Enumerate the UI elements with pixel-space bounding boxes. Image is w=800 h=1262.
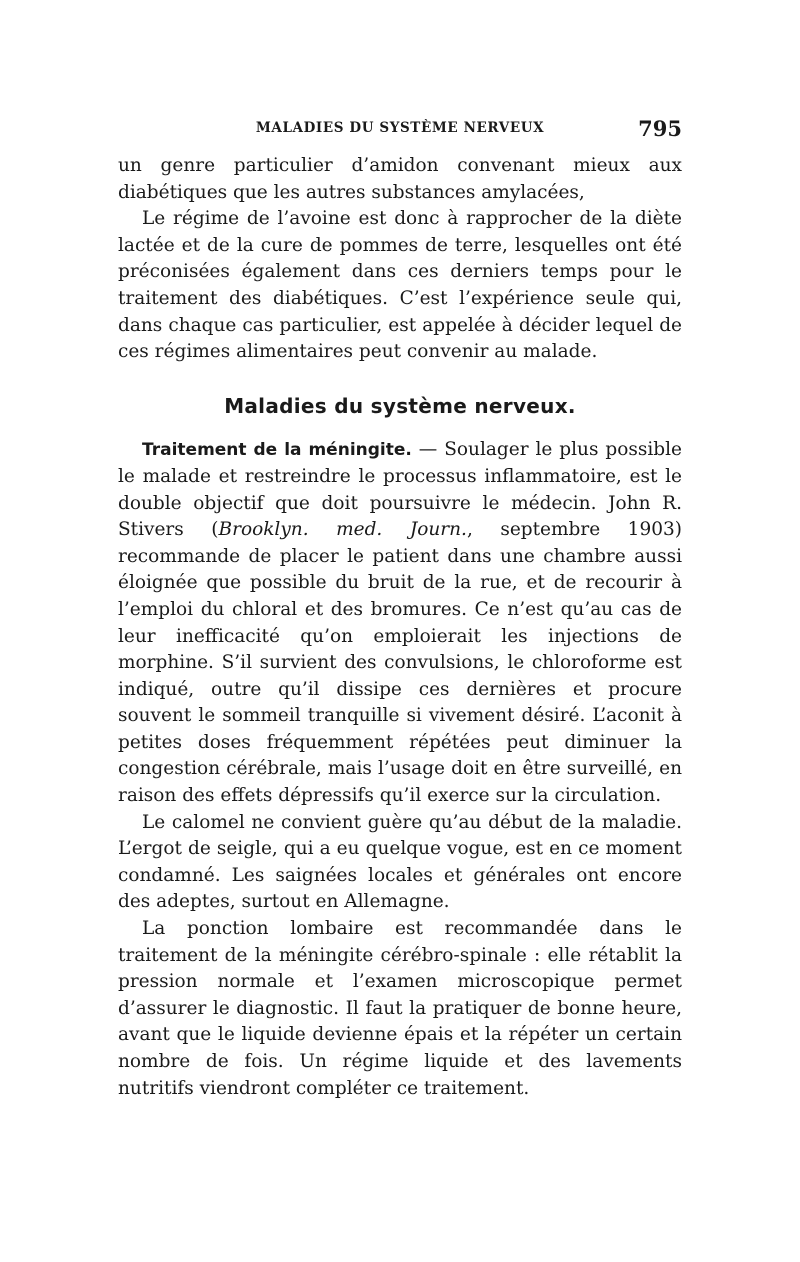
paragraph-continuation: un genre particulier d’amidon convenant mieux aux diabétiques que les autres substances amylacées, xyxy=(118,155,682,203)
paragraph-oat-diet: Le régime de l’avoine est donc à rapprocher de la diète lactée et de la cure de pommes de terre, lesquelles ont été préconisées également dans ces derniers temps pour le traitement des diabétiques. C’est l’expérience seule qui, dans chaque cas particulier, est appelée à décider lequel de ces régimes alimentaires peut convenir au malade. xyxy=(118,208,682,363)
body-text xyxy=(118,153,682,1102)
paragraph-text-part-1: — Soulager le plus possible le malade et restreindre le processus inflammatoire, est le double objectif que doit poursuivre le médecin. John R. Stivers ( xyxy=(118,439,682,541)
page-number: 795 xyxy=(638,116,682,141)
paragraph-text-part-2: , septembre 1903) recommande de placer le patient dans une chambre aussi éloignée que possible du bruit de la rue, et de recourir à l’emploi du chloral et des bromures. Ce n’est qu’au cas de leur inefficacité qu’on emploierait les injections de morphine. S’il survient des convulsions, le chloroforme est indiqué, outre qu’il dissipe ces dernières et procure souvent le sommeil tranquille si vivement désiré. L’aconit à petites doses fréquemment répétées peut diminuer la congestion cérébrale, mais l’usage doit en être surveillé, en raison des effets dépressifs qu’il exerce sur la circulation. xyxy=(118,519,682,807)
paragraph-meningitis-treatment xyxy=(118,437,682,809)
section-title: Maladies du système nerveux. xyxy=(224,393,576,418)
running-title: MALADIES DU SYSTÈME NERVEUX xyxy=(255,120,545,136)
paragraph-lumbar-puncture: La ponction lombaire est recommandée dans le traitement de la méningite cérébro-spinale : elle rétablit la pression normale et l’examen microscopique permet d’assurer le diagnostic. Il faut la pratiquer de bonne heure, avant que le liquide devienne épais et la répéter un certain nombre de fois. Un régime liquide et des lavements nutritifs viendront compléter ce traitement. xyxy=(118,918,682,1099)
paragraph-calomel: Le calomel ne convient guère qu’au début de la maladie. L’ergot de seigle, qui a eu quelque vogue, est en ce moment condamné. Les saignées locales et générales ont encore des adeptes, surtout en Allemagne. xyxy=(118,811,682,913)
journal-citation: Brooklyn. med. Journ. xyxy=(218,519,467,541)
run-in-heading: Traitement de la méningite. xyxy=(142,440,412,461)
running-head xyxy=(118,116,682,140)
